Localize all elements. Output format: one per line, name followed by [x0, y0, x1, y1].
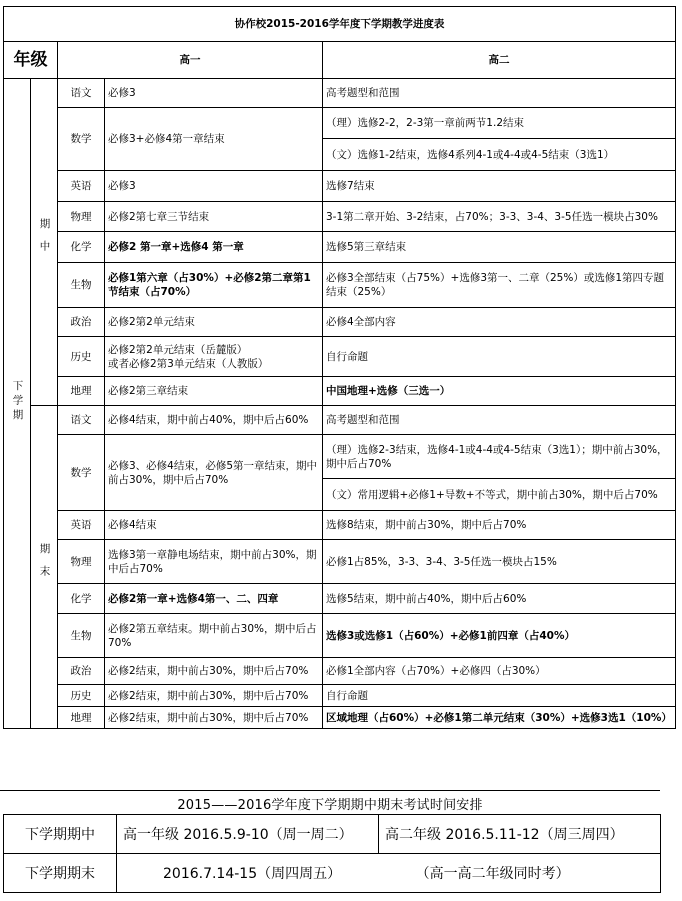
exam-final-label: 下学期期末: [4, 854, 117, 893]
g2-content: 必修4全部内容: [323, 308, 676, 337]
header-grade-1: 高一: [58, 42, 323, 79]
header-grade-2: 高二: [323, 42, 676, 79]
exam-schedule-title: 2015——2016学年度下学期期中期末考试时间安排: [177, 798, 483, 813]
g2-content: 选修3或选修1（占60%）+必修1前四章（占40%）: [323, 614, 676, 658]
subject-label: 历史: [58, 685, 105, 707]
g2-content: 自行命题: [323, 337, 676, 377]
subject-label: 化学: [58, 232, 105, 263]
subject-label: 物理: [58, 202, 105, 232]
subject-label: 物理: [58, 540, 105, 584]
subject-label: 地理: [58, 377, 105, 406]
g2-content: （理）选修2-2，2-3第一章前两节1.2结束: [323, 108, 676, 139]
g2-content: 自行命题: [323, 685, 676, 707]
divider: [0, 790, 660, 791]
g1-content: 必修2第七章三节结束: [105, 202, 323, 232]
subject-label: 英语: [58, 511, 105, 540]
g1-content: 选修3第一章静电场结束，期中前占30%，期中后占70%: [105, 540, 323, 584]
term-label: 下学期: [4, 79, 31, 729]
g1-content: 必修3、必修4结束，必修5第一章结束，期中前占30%，期中后占70%: [105, 435, 323, 511]
g2-content: 3-1第二章开始、3-2结束，占70%；3-3、3-4、3-5任选一模块占30%: [323, 202, 676, 232]
g1-content: 必修2结束，期中前占30%，期中后占70%: [105, 658, 323, 685]
exam-final-info: [117, 854, 661, 893]
exam-schedule-table: [3, 814, 661, 893]
header-grade: 年级: [4, 42, 58, 79]
g2-content: （文）选修1-2结束，选修4系列4-1或4-4或4-5结束（3选1）: [323, 139, 676, 171]
g1-content: 必修2结束，期中前占30%，期中后占70%: [105, 707, 323, 729]
g1-content: 必修1第六章（占30%）+必修2第二章第1节结束（占70%）: [105, 263, 323, 308]
g2-content: （理）选修2-3结束，选修4-1或4-4或4-5结束（3选1）；期中前占30%，期中后占70%: [323, 435, 676, 479]
g2-content: 高考题型和范围: [323, 79, 676, 108]
g2-content: 选修7结束: [323, 171, 676, 202]
g2-content: 选修8结束，期中前占30%，期中后占70%: [323, 511, 676, 540]
g2-content: （文）常用逻辑+必修1+导数+不等式，期中前占30%，期中后占70%: [323, 479, 676, 511]
subject-label: 政治: [58, 658, 105, 685]
g2-content: 必修3全部结束（占75%）+选修3第一、二章（25%）或选修1第四专题结束（25%）: [323, 263, 676, 308]
exam-midterm-g2: 高二年级 2016.5.11-12（周三周四）: [379, 815, 661, 854]
exam-midterm-label: 下学期期中: [4, 815, 117, 854]
subject-label: 生物: [58, 614, 105, 658]
subject-label: 英语: [58, 171, 105, 202]
g1-content: 必修3: [105, 79, 323, 108]
g1-content: 必修4结束，期中前占40%，期中后占60%: [105, 406, 323, 435]
progress-table: [3, 6, 676, 729]
g1-content: 必修2第2单元结束: [105, 308, 323, 337]
g1-content: 必修4结束: [105, 511, 323, 540]
g2-content: 中国地理+选修（三选一）: [323, 377, 676, 406]
subject-label: 化学: [58, 584, 105, 614]
subject-label: 历史: [58, 337, 105, 377]
midterm-label: 期中: [31, 79, 58, 406]
g1-content: 必修2第一章+选修4第一、二、四章: [105, 584, 323, 614]
g2-content: 必修1全部内容（占70%）+必修四（占30%）: [323, 658, 676, 685]
g1-content: 必修3+必修4第一章结束: [105, 108, 323, 171]
exam-midterm-g1: 高一年级 2016.5.9-10（周一周二）: [117, 815, 379, 854]
page-title: 协作校2015-2016学年度下学期教学进度表: [4, 7, 676, 42]
g1-content: 必修2第三章结束: [105, 377, 323, 406]
g1-content: 必修2第五章结束。期中前占30%，期中后占70%: [105, 614, 323, 658]
final-label: 期末: [31, 406, 58, 729]
g1-content: 必修2结束，期中前占30%，期中后占70%: [105, 685, 323, 707]
g2-content: 高考题型和范围: [323, 406, 676, 435]
subject-label: 政治: [58, 308, 105, 337]
exam-final-date: 2016.7.14-15（周四周五）: [163, 866, 342, 882]
g1-content: 必修2第2单元结束（岳麓版） 或者必修2第3单元结束（人教版）: [105, 337, 323, 377]
g2-content: 区域地理（占60%）+必修1第二单元结束（30%）+选修3选1（10%）: [323, 707, 676, 729]
g2-content: 选修5结束，期中前占40%，期中后占60%: [323, 584, 676, 614]
subject-label: 生物: [58, 263, 105, 308]
subject-label: 语文: [58, 406, 105, 435]
subject-label: 数学: [58, 108, 105, 171]
g1-content: 必修3: [105, 171, 323, 202]
g2-content: 选修5第三章结束: [323, 232, 676, 263]
g1-content: 必修2 第一章+选修4 第一章: [105, 232, 323, 263]
exam-final-note: （高一高二年级同时考）: [415, 866, 570, 882]
g2-content: 必修1占85%，3-3、3-4、3-5任选一模块占15%: [323, 540, 676, 584]
subject-label: 语文: [58, 79, 105, 108]
subject-label: 地理: [58, 707, 105, 729]
subject-label: 数学: [58, 435, 105, 511]
